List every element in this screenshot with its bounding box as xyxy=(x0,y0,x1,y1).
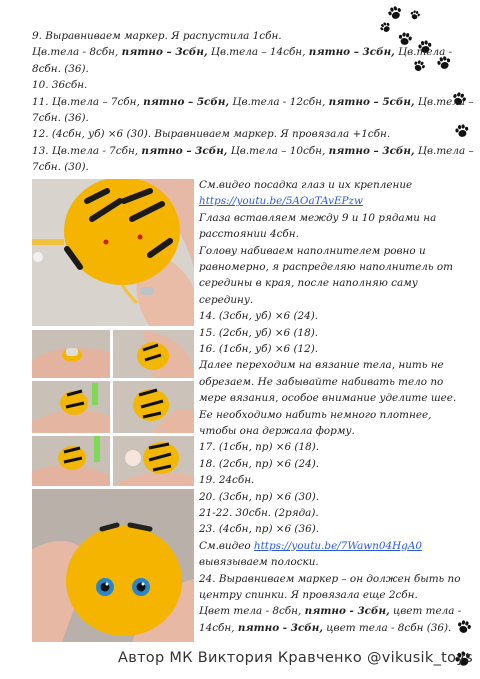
instruction-line xyxy=(199,227,299,242)
instruction-line xyxy=(199,260,453,275)
text-segment: Ее необходимо набить немного плотнее, xyxy=(199,408,432,421)
instruction-line xyxy=(199,326,318,341)
text-segment: Цв.тела – xyxy=(414,144,474,157)
photo-bee-head xyxy=(32,179,194,326)
text-segment: Цвет тела - 8сбн, xyxy=(199,605,305,618)
text-segment: Цв.тела – xyxy=(414,95,474,108)
instruction-line xyxy=(199,194,363,209)
instruction-line xyxy=(199,621,451,636)
photo-step-2 xyxy=(113,330,194,378)
photo-step-4 xyxy=(113,381,194,433)
text-segment: центру спинки. Я провязала еще 2сбн. xyxy=(199,589,418,601)
text-segment: мере вязания, особое внимание уделите шее. xyxy=(199,392,457,405)
instruction-line xyxy=(199,440,319,455)
text-segment: 20. (3сбн, пр) ×6 (30). xyxy=(199,490,320,503)
instruction-line xyxy=(32,144,474,159)
instruction-line xyxy=(199,276,418,291)
instruction-line xyxy=(199,178,412,193)
text-segment: середину. xyxy=(199,293,254,306)
text-segment: 13. Цв.тела - 7сбн, xyxy=(32,144,142,157)
text-segment: 15. (2сбн, уб) ×6 (18). xyxy=(199,326,319,339)
spot-instruction: пятно – 3сбн, xyxy=(308,46,395,59)
text-segment: 9. Выравниваем маркер. Я распустила 1сбн. xyxy=(32,30,282,42)
instruction-line xyxy=(199,572,460,587)
spot-instruction: пятно – 3сбн, xyxy=(141,144,228,157)
text-segment: середины в края, после наполняю саму xyxy=(199,277,418,290)
instruction-line xyxy=(199,588,418,603)
video-link[interactable]: https://youtu.be/5AOaTAvEPzw xyxy=(199,195,363,208)
text-segment: 19. 24сбн. xyxy=(199,474,255,487)
instruction-line xyxy=(32,78,87,93)
instruction-line xyxy=(32,111,89,126)
instruction-line xyxy=(199,604,461,619)
paw-print-icon xyxy=(378,20,393,35)
text-segment: цвет тела - 8сбн (36). xyxy=(322,621,452,634)
instruction-line xyxy=(199,375,443,390)
text-segment: 23. (4сбн, пр) ×6 (36). xyxy=(199,523,320,536)
instruction-line xyxy=(199,539,422,554)
text-segment: 18. (2сбн, пр) ×6 (24). xyxy=(199,457,320,470)
instruction-line xyxy=(32,45,452,60)
text-segment: расстоянии 4сбн. xyxy=(199,228,299,241)
photo-step-5 xyxy=(32,436,110,486)
text-segment: См.видео посадка глаз и их крепление xyxy=(199,179,413,191)
text-segment: 14. (3сбн, уб) ×6 (24). xyxy=(199,310,319,323)
paw-print-icon xyxy=(411,58,427,74)
spot-instruction: пятно – 5сбн, xyxy=(328,95,415,108)
text-segment: 14сбн, xyxy=(199,621,238,634)
text-segment: Цв.тела - 12сбн, xyxy=(229,95,329,108)
paw-print-icon xyxy=(454,123,470,139)
text-segment: Цв.тела - xyxy=(394,46,453,59)
text-segment: 11. Цв.тела – 7сбн, xyxy=(32,95,144,108)
instruction-line xyxy=(199,391,456,406)
paw-print-icon xyxy=(386,4,404,22)
text-segment: 21-22. 30сбн. (2ряда). xyxy=(199,507,319,519)
instruction-line xyxy=(199,408,431,423)
text-segment: равномерно, я распределяю наполнитель от xyxy=(199,261,453,273)
text-segment: 16. (1сбн, уб) ×6 (12). xyxy=(199,343,319,355)
text-segment: чтобы она держала форму. xyxy=(199,425,355,437)
instruction-line xyxy=(199,293,253,308)
text-segment: Глаза вставляем между 9 и 10 рядами на xyxy=(199,211,437,224)
photo-bee-eyes xyxy=(32,489,194,642)
instruction-line xyxy=(32,127,390,142)
paw-print-icon xyxy=(455,618,472,635)
text-segment: цвет тела - xyxy=(389,605,462,618)
text-segment: 8сбн. (36). xyxy=(32,62,89,75)
instruction-line xyxy=(199,309,318,324)
instruction-line xyxy=(32,160,89,175)
paw-print-icon xyxy=(409,9,421,21)
text-segment: 17. (1сбн, пр) ×6 (18). xyxy=(199,441,320,454)
text-segment: См.видео xyxy=(199,539,254,552)
text-segment: 10. 36сбн. xyxy=(32,79,88,92)
spot-instruction: пятно – 3сбн, xyxy=(121,46,208,59)
instruction-line xyxy=(199,244,426,259)
text-segment: Цв.тела – 10сбн, xyxy=(227,144,329,157)
text-segment: Цв.тела – 14сбн, xyxy=(207,46,309,59)
spot-instruction: пятно - 3сбн, xyxy=(304,605,390,618)
instruction-line xyxy=(199,457,319,472)
photo-step-3 xyxy=(32,381,110,433)
instruction-line xyxy=(199,211,436,226)
photo-step-6 xyxy=(113,436,194,486)
text-segment: вывязываем полоски. xyxy=(199,556,319,569)
instruction-line xyxy=(32,62,89,77)
spot-instruction: пятно – 5сбн, xyxy=(143,95,230,108)
instruction-line xyxy=(199,342,318,357)
spot-instruction: пятно – 3сбн, xyxy=(328,144,415,157)
author-footer: Автор МК Виктория Кравченко @vikusik_toys xyxy=(118,650,474,666)
spot-instruction: пятно - 3сбн, xyxy=(237,621,323,634)
text-segment: Голову набиваем наполнителем ровно и xyxy=(199,244,426,257)
text-segment: обрезаем. Не забывайте набивать тело по xyxy=(199,375,444,388)
instruction-line xyxy=(199,555,319,570)
instruction-line xyxy=(199,424,355,439)
text-segment: Цв.тела - 8сбн, xyxy=(32,46,122,59)
instruction-line xyxy=(199,522,319,537)
instruction-line xyxy=(32,29,282,44)
instruction-line xyxy=(199,473,254,488)
text-segment: 7сбн. (30). xyxy=(32,161,89,174)
video-link[interactable]: https://youtu.be/7Wawn04HgA0 xyxy=(253,539,422,552)
instruction-line xyxy=(199,490,319,505)
instruction-line xyxy=(32,95,474,110)
instruction-line xyxy=(199,506,319,521)
text-segment: 24. Выравниваем маркер – он должен быть по xyxy=(199,572,461,585)
text-segment: 12. (4сбн, уб) ×6 (30). Выравниваем маркер. Я провязала +1сбн. xyxy=(32,128,391,141)
photo-step-1 xyxy=(32,330,110,378)
instruction-line xyxy=(199,358,444,373)
text-segment: Далее переходим на вязание тела, нить не xyxy=(199,359,444,372)
text-segment: 7сбн. (36). xyxy=(32,112,89,124)
